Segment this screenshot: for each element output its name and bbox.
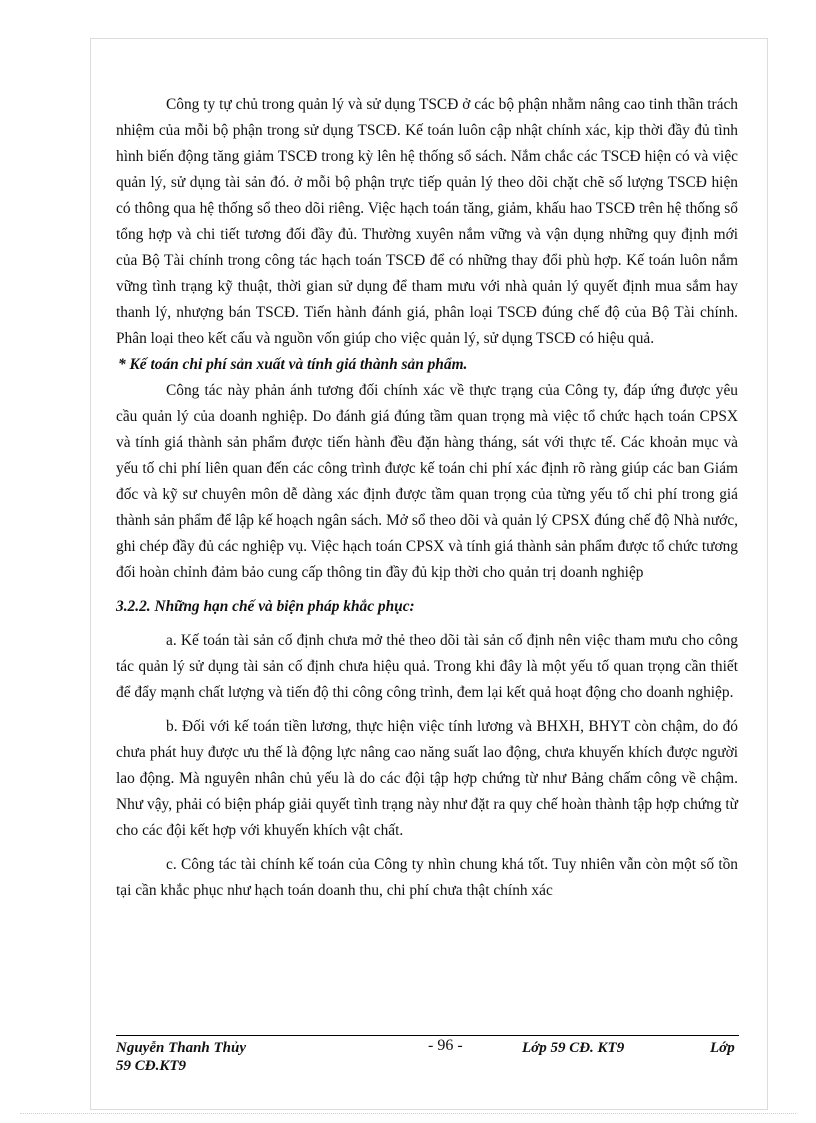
footer-right: Lớp [710, 1040, 735, 1056]
paragraph-a: a. Kế toán tài sản cố định chưa mở thẻ theo dõi tài sản cố định nên việc tham mưu cho công tác quản lý sử dụng tài sản cố định chưa hiệu quả. Trong khi đây là một yếu tố quan trọng cần thiết để đẩy mạnh chất lượng và tiến độ thi công công trình, đem lại kết quả hoạt động cho doanh nghiệp. [116, 632, 738, 701]
page-edge-dots [20, 1113, 796, 1114]
paragraph-tscd: Công ty tự chủ trong quản lý và sử dụng TSCĐ ở các bộ phận nhằm nâng cao tinh thần trách nhiệm của mỗi bộ phận trong sử dụng TSCĐ. Kế toán luôn cập nhật chính xác, kịp thời đầy đủ tình hình biến động tăng giảm TSCĐ trong kỳ lên hệ thống sổ sách. Nắm chắc các TSCĐ hiện có và việc quản lý, sử dụng tài sản đó. ở mỗi bộ phận trực tiếp quản lý theo dõi chặt chẽ số lượng TSCĐ hiện có thông qua hệ thống sổ theo dõi riêng. Việc hạch toán tăng, giảm, khấu hao TSCĐ trên hệ thống sổ tổng hợp và chi tiết tương đối đầy đủ. Thường xuyên nắm vững và vận dụng những quy định mới của Bộ Tài chính trong công tác hạch toán TSCĐ để có những thay đổi phù hợp. Kế toán luôn nắm vững tình trạng kỹ thuật, thời gian sử dụng để tham mưu với nhà quản lý quyết định mua sắm hay thanh lý, nhượng bán TSCĐ. Tiến hành đánh giá, phân loại TSCĐ đúng chế độ của Bộ Tài chính. Phân loại theo kết cấu và nguồn vốn giúp cho việc quản lý, sử dụng TSCĐ có hiệu quả. [116, 96, 738, 347]
page-number: - 96 - [428, 1037, 463, 1054]
footer-line2: 59 CĐ.KT9 [116, 1058, 187, 1074]
subheading-cpsx: * Kế toán chi phí sản xuất và tính giá thành sản phẩm. [118, 356, 468, 373]
footer-class: Lớp 59 CĐ. KT9 [522, 1040, 625, 1056]
footer-rule [116, 1035, 739, 1036]
paragraph-c: c. Công tác tài chính kế toán của Công ty nhìn chung khá tốt. Tuy nhiên vẫn còn một số tồn tại cần khắc phục như hạch toán doanh thu, chi phí chưa thật chính xác [116, 856, 738, 899]
document-body [116, 92, 738, 904]
paragraph-cpsx: Công tác này phản ánh tương đối chính xác về thực trạng của Công ty, đáp ứng được yêu cầu quản lý của doanh nghiệp. Do đánh giá đúng tầm quan trọng mà việc tổ chức hạch toán CPSX và tính giá thành sản phẩm được tiến hành đều đặn hàng tháng, sát với thực tế. Các khoản mục và yếu tố chi phí liên quan đến các công trình được kế toán chi phí xác định rõ ràng giúp các ban Giám đốc và kỹ sư chuyên môn dễ dàng xác định được tầm quan trọng của từng yếu tố chi phí trong giá thành sản phẩm để lập kế hoạch ngân sách. Mở sổ theo dõi và quản lý CPSX đúng chế độ Nhà nước, ghi chép đầy đủ các nghiệp vụ. Việc hạch toán CPSX và tính giá thành sản phẩm được tổ chức tương đối hoàn chỉnh đảm bảo cung cấp thông tin đầy đủ kịp thời cho quản trị doanh nghiệp [116, 382, 738, 581]
section-heading: 3.2.2. Những hạn chế và biện pháp khắc phục: [116, 598, 415, 615]
paragraph-b: b. Đối với kế toán tiền lương, thực hiện việc tính lương và BHXH, BHYT còn chậm, do đó chưa phát huy được ưu thế là động lực nâng cao năng suất lao động, chưa khuyến khích được người lao động. Mà nguyên nhân chủ yếu là do các đội tập hợp chứng từ như Bảng chấm công về chậm. Như vậy, phải có biện pháp giải quyết tình trạng này như đặt ra quy chế hoàn thành tập hợp chứng từ cho các đội kết hợp với khuyến khích vật chất. [116, 718, 738, 839]
footer-author: Nguyễn Thanh Thủy [116, 1040, 247, 1056]
